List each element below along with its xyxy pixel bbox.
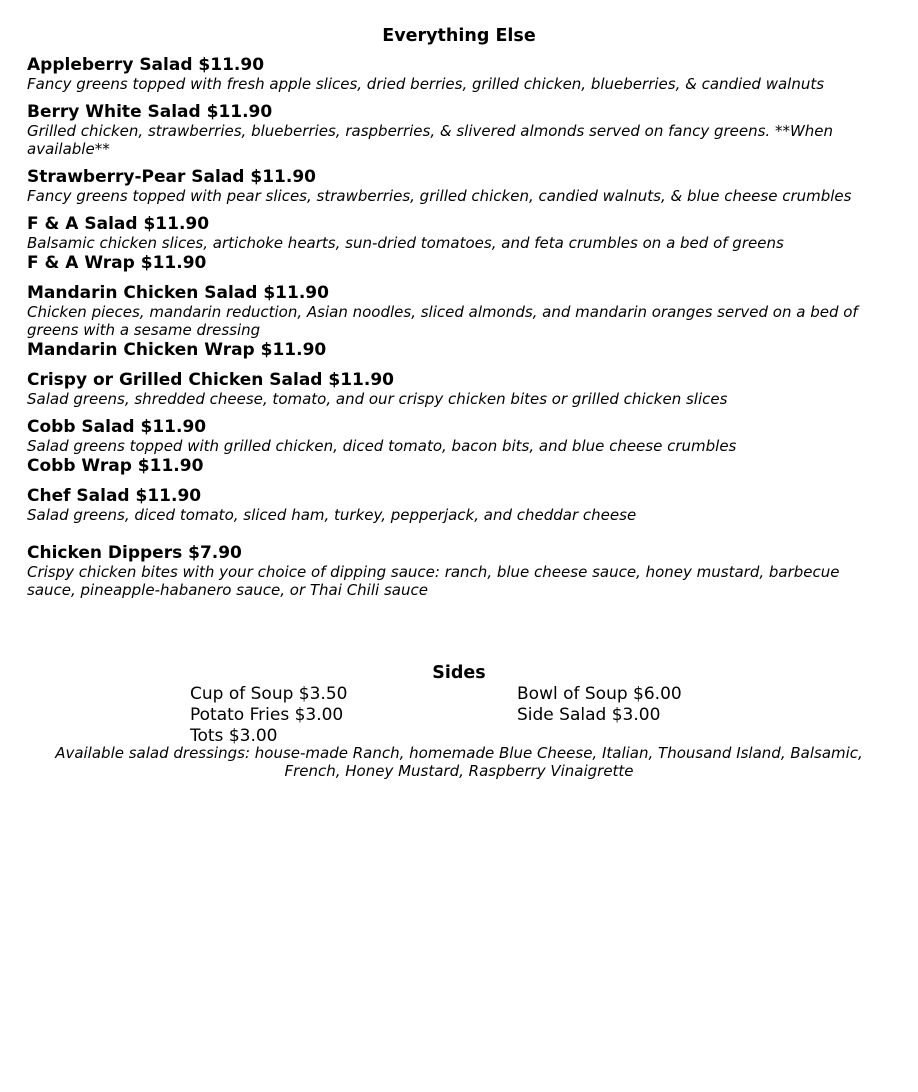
side-item: Side Salad $3.00	[517, 705, 661, 725]
spacer	[27, 608, 891, 662]
menu-item-description: Salad greens topped with grilled chicken, diced tomato, bacon bits, and blue cheese crumbles	[27, 437, 737, 455]
menu-item-title: F & A Salad $11.90	[27, 214, 210, 234]
menu-item-title: Chef Salad $11.90	[27, 486, 202, 506]
menu-item-description: Salad greens, shredded cheese, tomato, and our crispy chicken bites or grilled chicken slices	[27, 390, 728, 408]
menu-item-chef-salad	[27, 486, 891, 524]
menu-item-description: Fancy greens topped with pear slices, strawberries, grilled chicken, candied walnuts, & blue cheese crumbles	[27, 187, 852, 205]
menu-item-chicken-dippers	[27, 543, 891, 599]
menu-item-description: Salad greens, diced tomato, sliced ham, turkey, pepperjack, and cheddar cheese	[27, 506, 637, 524]
menu-item-description: Chicken pieces, mandarin reduction, Asian noodles, sliced almonds, and mandarin oranges served on a bed of greens with a sesame dressing	[27, 303, 858, 339]
sides-list	[27, 684, 891, 748]
menu-item-wrap-option: F & A Wrap $11.90	[27, 253, 207, 273]
menu-item-wrap-option: Cobb Wrap $11.90	[27, 456, 204, 476]
menu-item-crispy-grilled-chicken-salad	[27, 370, 891, 408]
side-item: Potato Fries $3.00	[190, 705, 344, 725]
everything-else-heading: Everything Else	[382, 26, 536, 46]
menu-item-mandarin-chicken-salad	[27, 283, 891, 361]
menu-item-title: Strawberry-Pear Salad $11.90	[27, 167, 316, 187]
menu-item-cobb-salad	[27, 417, 891, 477]
menu-item-description: Balsamic chicken slices, artichoke hearts, sun-dried tomatoes, and feta crumbles on a bed of greens	[27, 234, 784, 252]
side-item: Tots $3.00	[190, 726, 278, 746]
menu-item-title: Mandarin Chicken Salad $11.90	[27, 283, 329, 303]
menu-item-appleberry-salad	[27, 55, 891, 93]
menu-item-description: Crispy chicken bites with your choice of dipping sauce: ranch, blue cheese sauce, honey mustard, barbecue sauce, pineapple-habanero sauce, or Thai Chili sauce	[27, 563, 840, 599]
menu-item-title: Berry White Salad $11.90	[27, 102, 273, 122]
menu-item-title: Chicken Dippers $7.90	[27, 543, 242, 563]
menu-item-strawberry-pear-salad	[27, 167, 891, 205]
spacer	[27, 533, 891, 543]
menu-item-f-a-salad	[27, 214, 891, 274]
side-item: Cup of Soup $3.50	[190, 684, 348, 704]
menu-item-berry-white-salad	[27, 102, 891, 158]
menu-item-title: Appleberry Salad $11.90	[27, 55, 265, 75]
sides-column-right	[517, 684, 682, 726]
menu-item-title: Cobb Salad $11.90	[27, 417, 207, 437]
menu-item-description: Grilled chicken, strawberries, blueberries, raspberries, & slivered almonds served on fancy greens. **When available**	[27, 122, 834, 158]
side-item: Bowl of Soup $6.00	[517, 684, 682, 704]
sides-column-left	[190, 684, 347, 747]
sides-heading: Sides	[432, 663, 486, 683]
menu-item-wrap-option: Mandarin Chicken Wrap $11.90	[27, 340, 327, 360]
salad-dressings-note: Available salad dressings: house-made Ranch, homemade Blue Cheese, Italian, Thousand Island, Balsamic, French, Honey Mustard, Raspberry Vinaigrette	[55, 744, 863, 780]
menu-item-description: Fancy greens topped with fresh apple slices, dried berries, grilled chicken, blueberries, & candied walnuts	[27, 75, 825, 93]
menu-item-title: Crispy or Grilled Chicken Salad $11.90	[27, 370, 394, 390]
